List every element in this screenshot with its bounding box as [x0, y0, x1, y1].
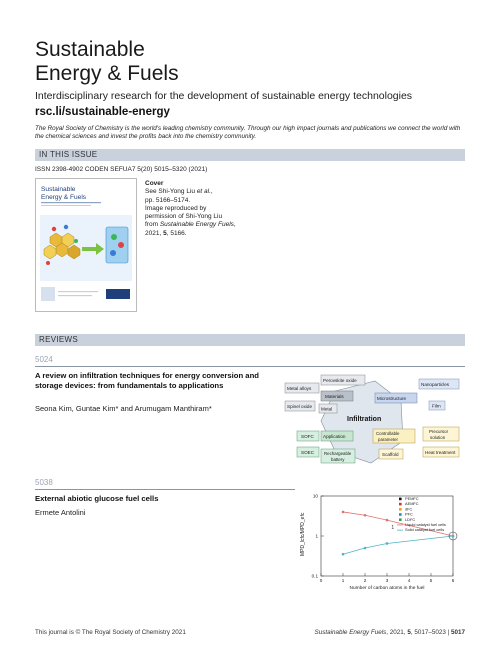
article1-title[interactable]: A review on infiltration techniques for energy conversion and storage devices: from fundamentals to applications	[35, 371, 259, 390]
article1-page[interactable]: 5024	[35, 355, 53, 364]
box-microstructure-label: Microstructure	[377, 396, 407, 401]
chart-annotation: 1	[391, 524, 395, 531]
cover-mini-title-line2: Energy & Fuels	[41, 194, 87, 201]
journal-title-line2: Energy & Fuels	[35, 62, 179, 85]
cover-caption-line4: permission of Shi-Yong Liu	[145, 213, 223, 221]
series-point	[342, 553, 345, 556]
footer-pages: , 5017–5023 |	[410, 629, 450, 636]
legend-entry: PFC	[405, 511, 413, 517]
series-point	[452, 535, 455, 538]
article1-rule	[35, 366, 465, 367]
cover-comma: ,	[210, 188, 213, 196]
article1-graphic[interactable]	[283, 371, 463, 476]
box-controllable-label-2: parameter	[378, 437, 399, 442]
cover-volume: 5	[163, 229, 167, 237]
legend-swatch	[399, 513, 402, 516]
y-tick-label: 10	[312, 493, 318, 499]
box-controllable-label-1: Controllable	[376, 431, 400, 436]
y-axis-label: MPD_lcfc/MPD_efc	[300, 512, 306, 556]
issn-line: ISSN 2398-4902 CODEN SEFUA7 5(20) 5015–5320 (2021)	[35, 166, 208, 173]
plot-frame	[321, 496, 453, 576]
cover-caption-line6	[145, 230, 265, 238]
glucose-ratio-chart	[295, 488, 465, 600]
box-film-label: Film	[432, 403, 441, 409]
legend-entry: LDFC	[405, 516, 416, 522]
legend-swatch	[399, 508, 402, 511]
reviews-label: REVIEWS	[39, 335, 78, 344]
journal-title-line1: Sustainable	[35, 38, 145, 61]
journal-subtitle: Interdisciplinary research for the development of sustainable energy technologies	[35, 90, 413, 102]
box-precursor-label-2: solution	[430, 435, 446, 440]
journal-url-link[interactable]: rsc.li/sustainable-energy	[35, 106, 170, 118]
article2-authors: Ermete Antolini	[35, 508, 86, 517]
box-sofc-label: SOFC	[301, 434, 314, 439]
article2-title[interactable]: External abiotic glucose fuel cells	[35, 494, 159, 503]
legend-swatch	[399, 498, 402, 501]
box-scaffold-label: Scaffold	[382, 452, 399, 457]
box-perovskite-label: Perovskite oxide	[323, 378, 357, 383]
article2-page[interactable]: 5038	[35, 478, 53, 487]
x-tick-label: 5	[429, 578, 433, 583]
reviews-bar	[35, 334, 465, 346]
x-tick-label: 3	[385, 578, 389, 583]
rsc-blurb: The Royal Society of Chemistry is the world's leading chemistry community. Through our high impact journals and publications we connect the world with the chemical sciences and invest the profits back into the chemistry community.	[35, 125, 461, 140]
journal-title	[35, 38, 179, 86]
x-ticks	[320, 573, 455, 583]
footer-journal: Sustainable Energy Fuels	[314, 629, 387, 636]
cover-from: from	[145, 221, 158, 229]
box-materials-label: Materials	[325, 394, 344, 399]
footer-citation	[315, 629, 465, 636]
x-tick-label: 6	[451, 578, 455, 583]
chart-legend	[397, 496, 446, 532]
y-tick-label: 1	[315, 533, 318, 539]
x-axis-label: Number of carbon atoms in the fuel	[349, 586, 425, 591]
cover-caption	[145, 180, 265, 238]
cover-caption-line5	[145, 221, 265, 229]
cover-caption-line2[interactable]: pp. 5166–5174.	[145, 196, 191, 204]
legend-entry: Liquid catalyst fuel cells	[405, 522, 446, 527]
in-this-issue-label: IN THIS ISSUE	[39, 150, 98, 159]
box-rechargeable-label-2: battery	[331, 457, 345, 462]
cover-heading: Cover	[145, 180, 164, 187]
cover-image[interactable]	[35, 178, 137, 312]
cover-mini-title-line1: Sustainable	[41, 186, 76, 193]
legend-swatch	[399, 503, 402, 506]
y-ticks	[312, 494, 324, 579]
footer-page-number: 5017	[450, 629, 465, 636]
legend-entry: PEMFC	[405, 496, 419, 501]
box-spinel-oxide-label: Spinel oxide	[287, 404, 313, 409]
series-line	[343, 536, 453, 554]
article1-authors	[35, 404, 285, 413]
series-point	[364, 547, 367, 550]
x-tick-label: 2	[363, 578, 367, 583]
footer-copyright: This journal is © The Royal Society of Chemistry 2021	[35, 629, 186, 636]
box-rechargeable-label-1: Rechargeable	[324, 451, 352, 456]
cover-journal-name: Sustainable Energy Fuels	[159, 221, 234, 229]
x-tick-label: 4	[407, 578, 411, 583]
box-metal-alloys-label: Metal alloys	[287, 386, 312, 391]
x-tick-label: 0	[319, 578, 323, 583]
y-tick-label: 0.1	[311, 573, 318, 579]
footer-year: , 2021,	[386, 629, 406, 636]
cover-author: See Shi-Yong Liu	[145, 188, 195, 196]
in-this-issue-bar	[35, 149, 465, 161]
infiltration-center-label: Infiltration	[347, 416, 382, 423]
cover-comma2: ,	[233, 221, 236, 229]
footer-volume: 5	[407, 629, 411, 636]
series-layer	[342, 511, 457, 556]
cover-et-al: et al.	[196, 188, 211, 196]
legend-entry: AEMFC	[405, 501, 419, 507]
cover-illustration	[36, 179, 136, 311]
article1-authors-text: Seona Kim, Guntae Kim* and Arumugam Manthiram*	[35, 404, 212, 413]
box-metal-label: Metal	[321, 406, 333, 412]
series-point	[364, 514, 367, 517]
cover-page: , 5166.	[166, 229, 187, 237]
legend-entry: dFC	[405, 506, 413, 512]
box-heat-treatment-label: Heat treatment	[425, 450, 456, 455]
box-nanoparticles-label: Nanoparticles	[421, 382, 450, 387]
series-point	[386, 519, 389, 522]
cover-caption-line1	[145, 188, 265, 196]
legend-entry: Solid catalyst fuel cells	[405, 527, 445, 533]
cover-caption-line3: Image reproduced by	[145, 204, 207, 212]
box-application-label: Application	[323, 434, 346, 439]
box-precursor-label-1: Precursor	[429, 429, 449, 434]
article2-graphic[interactable]	[295, 488, 465, 600]
series-point	[386, 542, 389, 545]
infiltration-diagram	[283, 371, 463, 476]
box-soec-label: SOEC	[301, 450, 315, 455]
cover-year: 2021,	[145, 229, 162, 237]
x-tick-label: 1	[341, 578, 345, 583]
legend-swatch	[399, 518, 402, 521]
series-point	[342, 511, 345, 514]
